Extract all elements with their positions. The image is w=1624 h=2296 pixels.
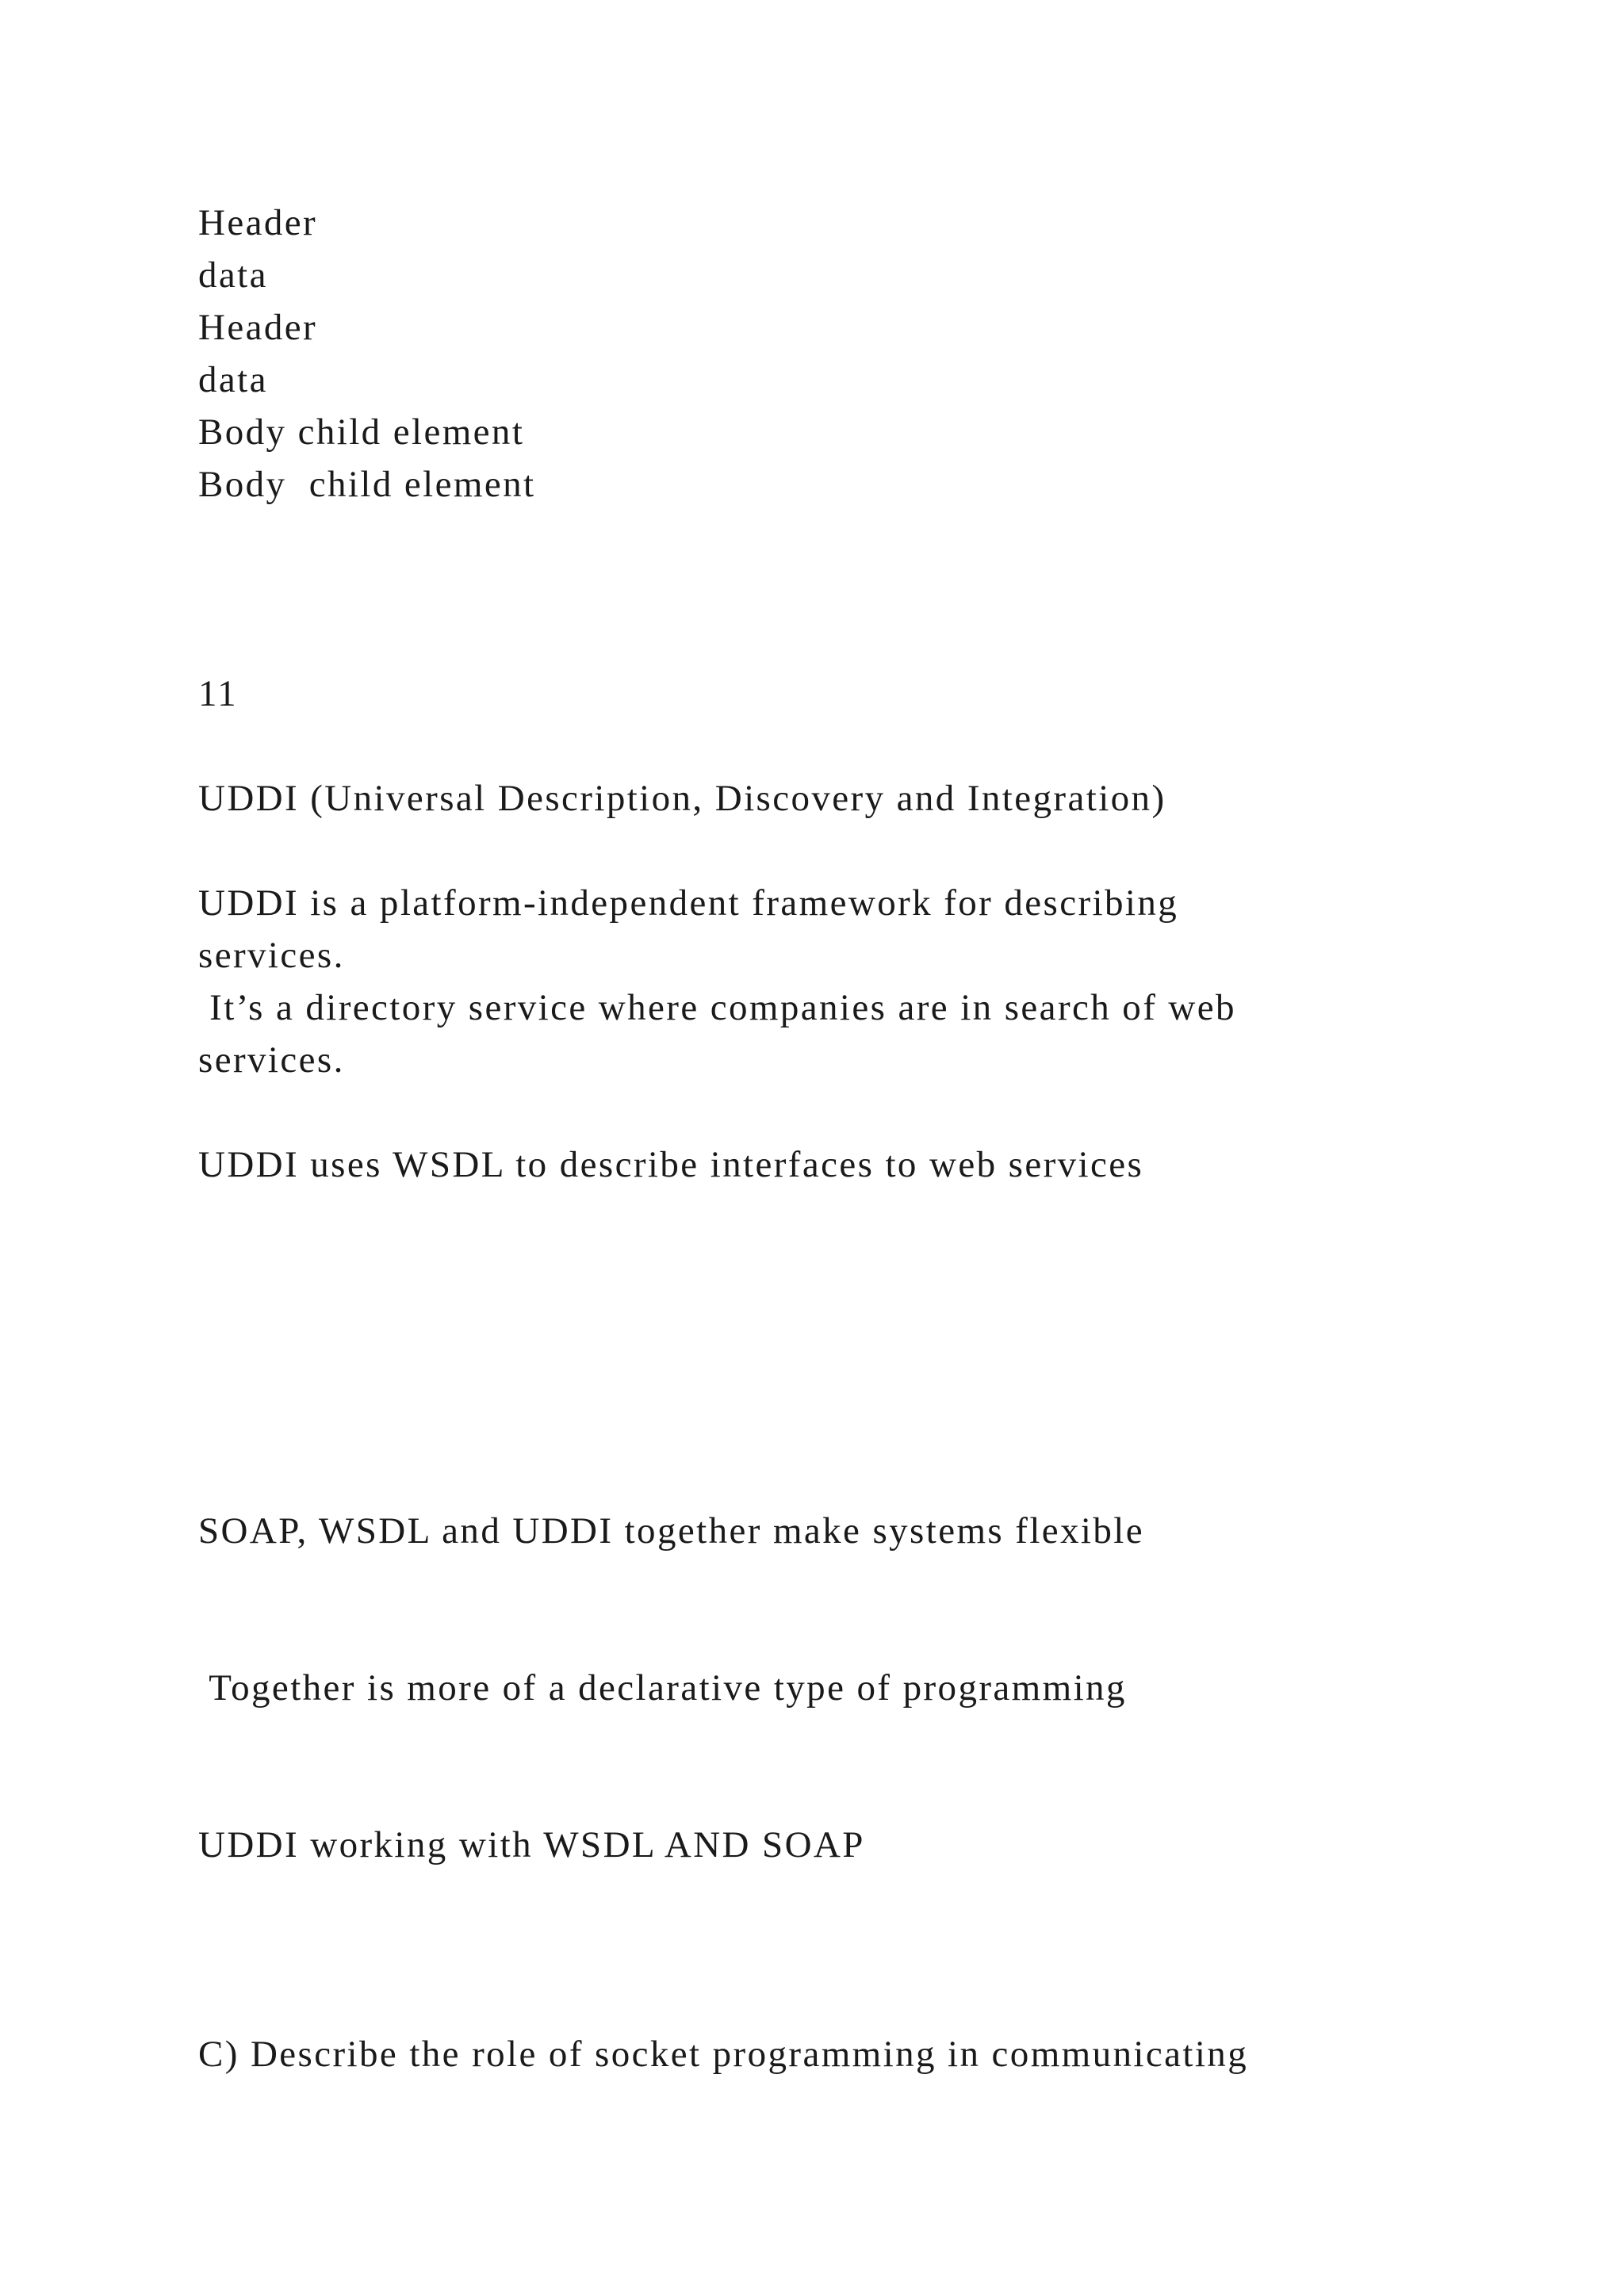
paragraph-line: UDDI is a platform-independent framework for describing [198,882,1179,924]
paragraph-line: services. [198,935,345,976]
paragraph-declarative: Together is more of a declarative type of programming [198,1667,1127,1709]
paragraph-flexible: SOAP, WSDL and UDDI together make systems flexible [198,1510,1145,1552]
data-label-1: data [198,254,268,296]
page-number: 11 [198,673,239,714]
body-child-element-label-2: Body child element [198,464,536,505]
paragraph-line: It’s a directory service where companies are in search of web [198,987,1236,1028]
paragraph-wsdl: UDDI uses WSDL to describe interfaces to web services [198,1144,1144,1185]
paragraph-line: services. [198,1039,345,1081]
data-label-2: data [198,359,268,400]
paragraph-uddi-working: UDDI working with WSDL AND SOAP [198,1824,865,1866]
header-label-1: Header [198,202,318,243]
header-label-2: Header [198,307,318,348]
section-heading: UDDI (Universal Description, Discovery and Integration) [198,778,1166,819]
body-child-element-label-1: Body child element [198,411,525,453]
question-c: C) Describe the role of socket programming in communicating [198,2034,1249,2075]
